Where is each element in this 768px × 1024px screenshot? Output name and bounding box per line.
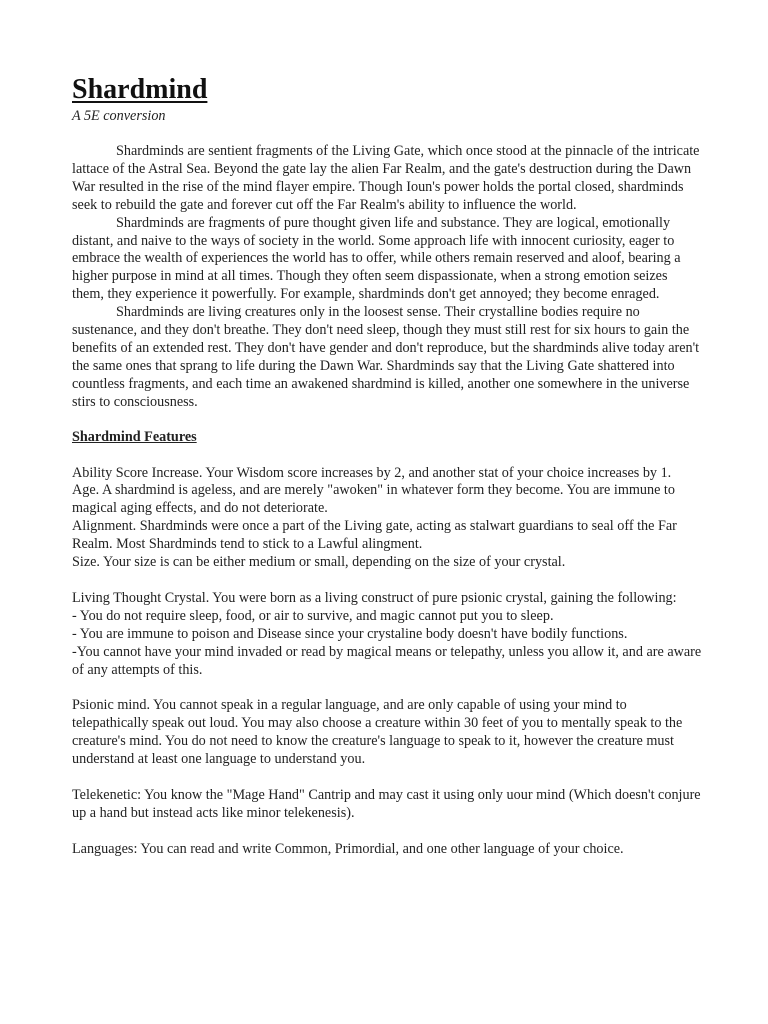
living-crystal-bullet: - You do not require sleep, food, or air to survive, and magic cannot put you to sleep. [72, 607, 554, 624]
spacer [72, 823, 702, 841]
living-crystal-bullet: -You cannot have your mind invaded or read by magical means or telepathy, unless you allow it, and are aware of any attempts of this. [72, 643, 702, 678]
document-page [72, 74, 702, 859]
languages-feature: Languages: You can read and write Common, Primordial, and one other language of your choice. [72, 840, 624, 857]
feature-ability-score: Ability Score Increase. Your Wisdom score increases by 2, and another stat of your choice increases by 1. [72, 464, 672, 481]
basic-features [72, 465, 702, 572]
spacer [72, 679, 702, 697]
intro-section [72, 143, 702, 412]
psionic-mind-feature: Psionic mind. You cannot speak in a regular language, and are only capable of using your mind to telepathically speak out loud. You may also choose a creature within 30 feet of you to mentally speak to the creature's mind. You do not need to know the creature's language to speak to it, however the creature must understand at least one language to understand you. [72, 697, 683, 768]
living-crystal-bullet: - You are immune to poison and Disease since your crystaline body doesn't have bodily functions. [72, 625, 628, 642]
intro-paragraph: Shardminds are fragments of pure thought given life and substance. They are logical, emotionally distant, and naive to the ways of society in the world. Some approach life with innocent curiosity, eager to embrace the wealth of experiences the world has to offer, while others remain reserved and aloof, bearing a higher purpose in mind at all times. Though they often seem dispassionate, when a strong emotion seizes them, they experience it powerfully. For example, shardminds don't get annoyed; they become enraged. [72, 214, 681, 303]
features-heading: Shardmind Features [72, 428, 197, 445]
telekenetic-feature: Telekenetic: You know the "Mage Hand" Cantrip and may cast it using only uour mind (Which doesn't conjure up a hand but instead acts like minor telekenesis). [72, 787, 701, 821]
intro-paragraph: Shardminds are sentient fragments of the Living Gate, which once stood at the pinnacle of the intricate lattace of the Astral Sea. Beyond the gate lay the alien Far Realm, and the gate's destruction during the Dawn War resulted in the rise of the mind flayer empire. Though Ioun's power holds the portal closed, shardminds seek to rebuild the gate and forever cut off the Far Realm's ability to influence the world. [72, 143, 700, 213]
intro-paragraph: Shardminds are living creatures only in the loosest sense. Their crystalline bodies require no sustenance, and they don't breathe. They don't need sleep, though they must still rest for six hours to gain the benefits of an extended rest. They don't have gender and don't reproduce, but the shardminds alive today aren't the same ones that sprang to life during the Dawn War. Shardminds say that the Living Gate shattered into countless fragments, and each time an awakened shardmind is killed, another one somewhere in the universe stirs to consciousness. [72, 304, 700, 410]
living-crystal-intro: Living Thought Crystal. You were born as a living construct of pure psionic crystal, gaining the following: [72, 589, 677, 606]
living-crystal-feature [72, 590, 702, 680]
feature-size: Size. Your size is can be either medium or small, depending on the size of your crystal. [72, 554, 566, 571]
page-subtitle: A 5E conversion [72, 108, 166, 124]
page-title: Shardmind [72, 74, 208, 105]
spacer [72, 769, 702, 787]
feature-alignment: Alignment. Shardminds were once a part of the Living gate, acting as stalwart guardians to seal off the Far Realm. Most Shardminds tend to stick to a Lawful alingment. [72, 518, 677, 553]
spacer [72, 572, 702, 590]
feature-age: Age. A shardmind is ageless, and are merely "awoken" in whatever form they become. You are immune to magical aging effects, and do not deteriorate. [72, 482, 675, 517]
